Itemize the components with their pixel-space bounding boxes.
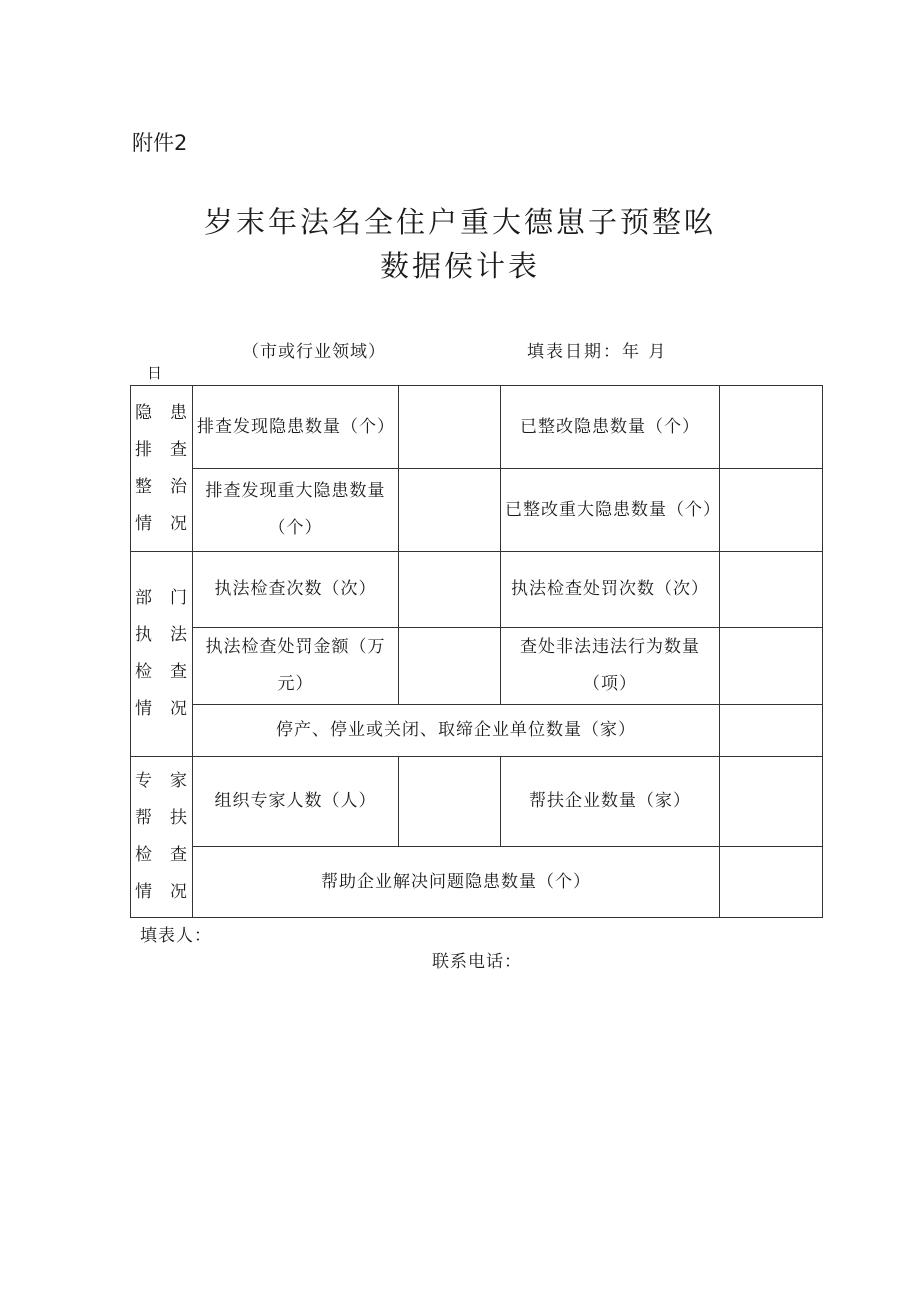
statistics-table	[130, 385, 823, 918]
cell-penalty-count-value[interactable]	[720, 552, 823, 628]
cell-found-major-label: 排查发现重大隐患数量（个）	[193, 469, 399, 552]
fill-date-day-label: 日	[147, 364, 163, 382]
table-row	[131, 386, 823, 469]
cell-found-major-value[interactable]	[399, 469, 501, 552]
cell-rectified-hazards-label: 已整改隐患数量（个）	[501, 386, 720, 469]
contact-phone-label: 联系电话：	[432, 952, 522, 972]
cell-rectified-major-label: 已整改重大隐患数量（个）	[501, 469, 720, 552]
cell-experts-count-label: 组织专家人数（人）	[193, 757, 399, 847]
cell-illegal-acts-value[interactable]	[720, 628, 823, 705]
cell-rectified-hazards-value[interactable]	[720, 386, 823, 469]
cell-helped-enterprises-label: 帮扶企业数量（家）	[501, 757, 720, 847]
cell-penalty-amount-label: 执法检查处罚金额（万元）	[193, 628, 399, 705]
cell-penalty-amount-value[interactable]	[399, 628, 501, 705]
cell-resolved-hazards-label: 帮助企业解决问题隐患数量（个）	[193, 847, 720, 918]
cell-found-hazards-value[interactable]	[399, 386, 501, 469]
document-title-line-1: 岁末年法名全住户重大德崽子预整吆	[203, 205, 716, 239]
group-label-expert: 专 家 帮 扶 检 查 情况	[131, 757, 193, 918]
attachment-label: 附件2	[132, 131, 188, 155]
table-row	[131, 469, 823, 552]
cell-found-hazards-label: 排查发现隐患数量（个）	[193, 386, 399, 469]
cell-illegal-acts-label: 查处非法违法行为数量（项）	[501, 628, 720, 705]
group-label-enforcement: 部 门 执 法 检 查 情况	[131, 552, 193, 757]
cell-rectified-major-value[interactable]	[720, 469, 823, 552]
cell-closed-enterprises-label: 停产、停业或关闭、取缔企业单位数量（家）	[193, 705, 720, 757]
document-title-line-2: 薮据侯计表	[379, 249, 540, 283]
table-row	[131, 552, 823, 628]
table-row	[131, 847, 823, 918]
cell-closed-enterprises-value[interactable]	[720, 705, 823, 757]
table-row	[131, 628, 823, 705]
table-row	[131, 705, 823, 757]
filler-label: 填表人：	[140, 926, 212, 946]
group-label-hazard: 隐 患 排 查 整 治 情况	[131, 386, 193, 552]
cell-resolved-hazards-value[interactable]	[720, 847, 823, 918]
cell-inspection-count-label: 执法检查次数（次）	[193, 552, 399, 628]
region-label: （市或行业领域）	[242, 342, 386, 362]
cell-helped-enterprises-value[interactable]	[720, 757, 823, 847]
cell-experts-count-value[interactable]	[399, 757, 501, 847]
table-row	[131, 757, 823, 847]
cell-inspection-count-value[interactable]	[399, 552, 501, 628]
fill-date-label: 填表日期：年 月	[527, 342, 668, 362]
cell-penalty-count-label: 执法检查处罚次数（次）	[501, 552, 720, 628]
